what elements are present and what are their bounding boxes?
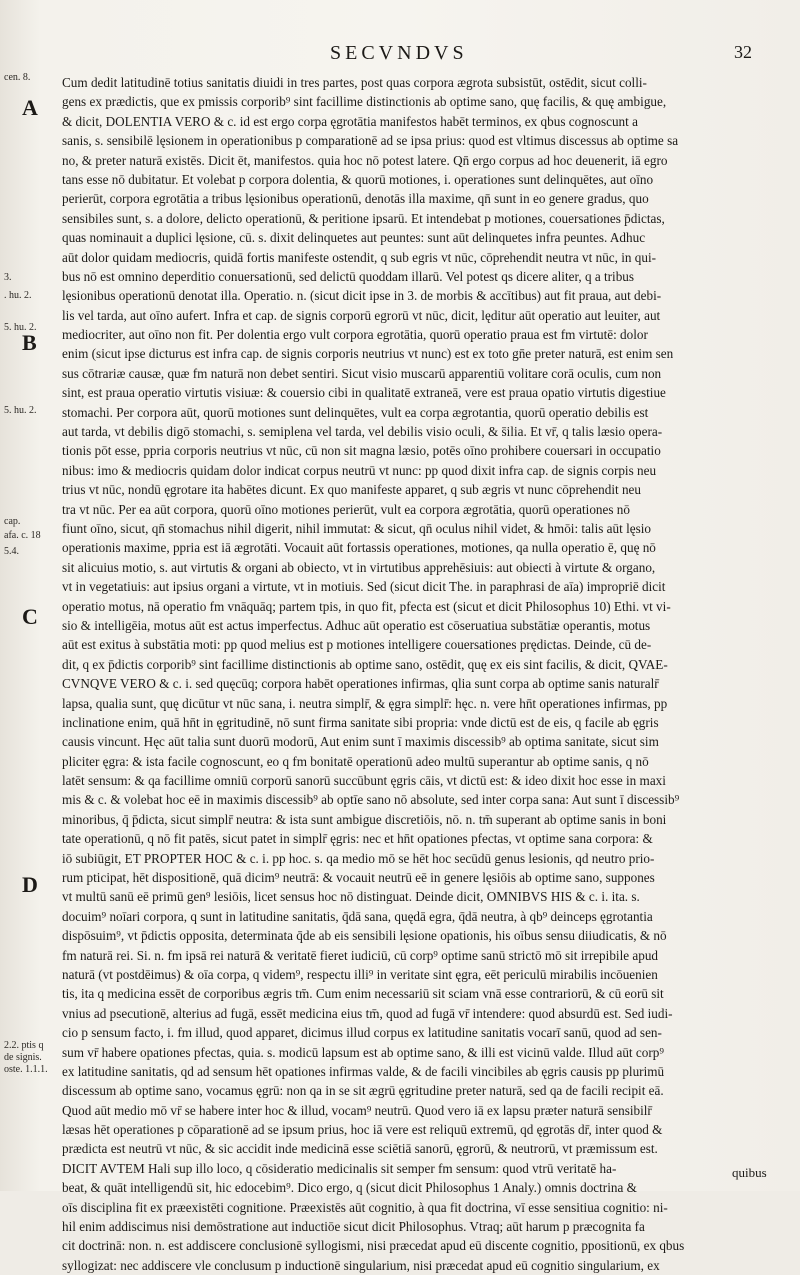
- margin-note: 3.: [4, 272, 12, 283]
- body-text: [62, 73, 766, 1275]
- text-line: sensibiles sunt, s. a dolore, delicto operationū, & peritione ipsarū. Et intendebat p motiones, couersationes p̄dictas,: [62, 210, 665, 226]
- margin-note: afa. c. 18: [4, 530, 41, 541]
- text-line: sanis, s. sensibilē lęsionem in operationibus p comparationē ad se ipsa prius: quod est vltimus discessus ab optime sa: [62, 133, 679, 149]
- text-line: discessum ab optime sano, vocamus ęgrū: non qa in se sit ægrū ęgritudine preter naturā, sed qa de facili recipit eā.: [62, 1083, 664, 1099]
- text-line: bus nō est omnino deperditio conuersationū, sed delictū quoddam illarū. Vel potest qs dicere aliter, q a tribus: [62, 268, 635, 284]
- text-line: hil enim addiscimus nisi demōstratione aut inductiōe sicut dicit Philosophus. Vtraq; aūt harum p præcognita fa: [62, 1219, 645, 1235]
- text-line: cio p sensum facto, i. fm illud, quod apparet, dicimus illud corpus ex latitudine sanitatis vocarī sanū, quod ad sen-: [62, 1025, 662, 1041]
- text-line: ex latitudine sanitatis, qd ad sensum hēt opationes infirmas valde, & de facili vincibiles ab ęgris causis pp plurimū: [62, 1063, 665, 1079]
- text-line: mis & c. & volebat hoc eē in maximis discessib⁹ ab optīe sano nō absolute, sed inter corpa sana: Aut sunt ī discessib⁹: [62, 792, 680, 808]
- margin-note: 5. hu. 2.: [4, 405, 37, 416]
- text-line: tra vt nūc. Per ea aūt corpora, quorū oīno motiones perierūt, vult ea corpora ægrotātia, quorū operationes nō: [62, 501, 630, 517]
- text-line: quas nominauit a duplici lęsione, cū. s. dixit delinquetes aut peuntes: sunt aūt delinquetes infra peuntes. Adhuc: [62, 230, 646, 246]
- running-head: SECVNDVS: [330, 42, 468, 64]
- section-letter: D: [22, 872, 38, 897]
- text-line: aut tarda, vt debilis digō stomachi, s. semiplena vel tarda, vel debilis visio oculi, & s̄ilia. Et vr̄, q talis læsio opera-: [62, 424, 663, 440]
- text-line: lapsa, qualia sunt, quę dicūtur vt nūc sana, i. neutra simplr̄, & ęgra simplr̄: hęc. n. vere hn̄t operationes infirmas, pp: [62, 695, 668, 711]
- text-line: dispōsuim⁹, vt p̄dictis opposita, determinata q̄de ab eis sensibili lęsione opationis, his oībus sensu diiudicatis, & nō: [62, 928, 667, 944]
- text-line: rum pticipat, hēt dispositionē, quā dicim⁹ neutrā: & vocauit neutrū eē in genere lęsiōis ab optime sano, suppones: [62, 870, 655, 886]
- text-line: pliciter ęgra: & ista facile cognoscunt, eo q fm bonitatē operationū adeo multū superantur ab optime sanis, q nō: [62, 753, 649, 769]
- text-line: trius vt nūc, nondū ęgrotare ita habētes dicunt. Ex quo manifeste apparet, q sub ægris vt nunc cōprehendit neu: [62, 482, 641, 498]
- text-line: sus cōtrariæ causæ, quæ fm naturā non debet sentiri. Sicut visio muscarū apparentiū volitare corā oculis, cum non: [62, 365, 662, 381]
- text-line: oīs disciplina fit ex præexistēti cognitione. Præexistēs aūt cognitio, à qua fit doctrina, vī esse sensitiua cognitio: ni-: [62, 1199, 668, 1215]
- text-line: aūt dolor quidam mediocris, quidā fortis manifeste ostendit, q sub egris vt nūc, cōprehendit neutra vt nūc, in qui-: [62, 249, 657, 265]
- section-letter: C: [22, 604, 38, 629]
- text-line: tans esse nō dubitatur. Et volebat p corpora dolentia, & quorū motiones, i. operationes sunt delinquētes, aut oīno: [62, 171, 654, 187]
- text-line: sit alicuius motio, s. aut virtutis & organi ab obiecto, vt in virtutibus apprehēsiuis: aut obiecti à virtute & organo,: [62, 559, 656, 575]
- text-line: tionis pōt esse, ppria corporis neutrius vt nūc, cū non sit magna læsio, potēs oīno prohibere couersari in occupatio: [62, 443, 661, 459]
- catchword: quibus: [732, 1165, 767, 1180]
- text-line: docuim⁹ noīari corpora, q sunt in latitudine sanitatis, q̄dā sana, quędā egra, q̄dā neutra, à qb⁹ deinceps ęgrotantia: [62, 908, 653, 924]
- margin-note: oste. 1.1.1.: [4, 1064, 48, 1075]
- margin-note: cen. 8.: [4, 72, 31, 83]
- text-line: læsas hēt operationes p cōparationē ad se ipsum prius, hoc iā vere est reliquū extremū, qd ęgrotās dr̄, inter quod &: [62, 1122, 663, 1138]
- text-line: vt in vegetatiuis: aut ipsius organi a virtute, vt in motiuis. Sed (sicut dicit The. in paraphrasi de aīa) impropriē dicit: [62, 579, 666, 595]
- text-line: tis, ita q medicina essēt de corporibus ægris tm̄. Cum enim necessariū sit sciam vnā esse contrariorū, & cū eorū sit: [62, 986, 664, 1002]
- margin-note: . hu. 2.: [4, 290, 32, 301]
- text-line: no, & preter naturā existēs. Dicit ēt, manifestos. quia hoc nō potest latere. Qn̄ ergo corpus ad hoc deuenerit, iā egro: [62, 152, 668, 168]
- text-line: Cum dedit latitudinē totius sanitatis diuidi in tres partes, post quas corpora ægrota subsistūt, ostēdit, sicut colli-: [62, 75, 647, 90]
- text-line: dit, q ex p̄dictis corporib⁹ sint facillime distinctionis ab optime sano, ostēdit, quę ex eis sint facilis, & dicit, QVAE-: [62, 656, 668, 672]
- margin-note: 5. hu. 2.: [4, 322, 37, 333]
- text-line: beat, & quāt intelligendū sit, hic edocebim⁹. Dico ergo, q (sicut dicit Philosophus 1 Analy.) omnis doctrina &: [62, 1180, 637, 1196]
- text-line: perierūt, corpora egrotātia a tribus lęsionibus operationū, denotās illa maxime, qn̄ sunt in eo genere gradus, quo: [62, 191, 649, 207]
- text-line: vnius ad psecutionē, alterius ad fugā, essēt medicina eius tm̄, quod ad fugā vr̄ intendere: quod absurdū est. Sed iudi-: [62, 1005, 673, 1021]
- text-line: mediocriter, aut oīno non fit. Per dolentia ergo vult corpora egrotātia, quorū operatio praua est fm virtutē: dolor: [62, 327, 648, 343]
- margin-note: de signis.: [4, 1052, 42, 1063]
- text-line: DICIT AVTEM Hali sup illo loco, q cōsideratio medicinalis sit semper fm sensum: quod vtrū veritatē ha-: [62, 1160, 617, 1176]
- text-line: Quod aūt medio mō vr̄ se habere inter hoc & illud, vocam⁹ neutrū. Quod vero iā ex lapsu præter naturā sensibilr̄: [62, 1102, 652, 1118]
- text-line: CVNQVE VERO & c. i. sed quęcūq; corpora habēt operationes infirmas, qlia sunt corpa ab optime sanis naturalr̄: [62, 676, 659, 692]
- text-line: causis vincunt. Hęc aūt talia sunt duorū modorū, Aut enim sunt ī maximis discessib⁹ ab optima sanitate, sicut sim: [62, 734, 659, 750]
- text-line: vt multū sanū eē primū gen⁹ lesiōis, licet sensus hoc nō distinguat. Deinde dicit, OMNIBVS HIS & c. i. ita. s.: [62, 889, 640, 905]
- text-line: stomachi. Per corpora aūt, quorū motiones sunt delinquētes, vult ea corpa ægrotantia, quorū operatio debilis est: [62, 404, 649, 420]
- text-line: nibus: imo & mediocris quidam dolor indicat corpus neutrū vt nunc: pp quod dixit infra cap. de signis corpis neu: [62, 462, 657, 478]
- text-line: latēt sensum: & qa facillime omniū corporū sanorū succūbunt ęgris cāis, vt dictū est: & ideo dixit hoc esse in maxi: [62, 773, 666, 789]
- margin-note: 5.4.: [4, 546, 19, 557]
- margin-note: 2.2. ptis q: [4, 1040, 44, 1051]
- text-line: minoribus, q̄ p̄dicta, sicut simplr̄ neutra: & ista sunt ambigue discretiōis, nō. n. tm̄ superant ab optime sanis in boni: [62, 811, 667, 827]
- text-line: naturā (vt postdēimus) & oīa corpa, q videm⁹, respectu illi⁹ in veritate sint ęgra, eēt periculū mirabilis incōuenien: [62, 966, 658, 982]
- text-line: operatio motus, nā operatio fm vnāquāq; partem tpis, in quo fit, pfecta est (sicut et dicit Philosophus 10) Ethi. vt vi-: [62, 598, 671, 614]
- text-line: fm naturā rei. Si. n. fm ipsā rei naturā & veritatē fieret iudiciū, cū corp⁹ optime sanū strictō mō sit irrepibile apud: [62, 947, 659, 963]
- text-line: inclinatione enim, quā hn̄t in ęgritudinē, nō sunt firma sanitate sibi propria: vnde dictū est de eis, q facile ab ęgris: [62, 714, 659, 730]
- section-letter: B: [22, 330, 37, 355]
- text-line: sio & intelligēia, motus aūt est actus imperfectus. Adhuc aūt operatio est cōseruatiua substātiæ operantis, motus: [62, 617, 651, 633]
- text-line: & dicit, DOLENTIA VERO & c. id est ergo corpa ęgrotātia manifestos habēt terminos, ex qbus cognoscunt a: [62, 113, 638, 129]
- section-letter: A: [22, 95, 38, 120]
- text-line: iō subiūgit, ET PROPTER HOC & c. i. pp hoc. s. qa medio mō se hēt hoc secūdū genus lesionis, qd neutro prio-: [62, 850, 655, 866]
- text-line: sum vr̄ habere opationes pfectas, quia. s. modicū lapsum est ab optime sano, & illi est vicinū valde. Illud aūt corp⁹: [62, 1044, 664, 1060]
- text-line: fiunt oīno, sicut, qn̄ stomachus nihil digerit, nihil immutat: & sicut, qn̄ oculus nihil videt, & hmōi: talis aūt lęsio: [62, 520, 652, 536]
- margin-note: cap.: [4, 516, 21, 527]
- text-line: cit doctrinā: non. n. est addiscere conclusionē syllogismi, nisi præcedat apud eū discente cognitio, ppositionū, ex qbus: [62, 1238, 685, 1254]
- text-line: aūt est exitus à substātia moti: pp quod melius est p motiones intelligere couersationes prędictas. Deinde, cū de-: [62, 637, 652, 653]
- folio-number: 32: [734, 42, 752, 62]
- text-line: lęsionibus operationū denotat illa. Operatio. n. (sicut dicit ipse in 3. de morbis & accītibus) aut fit praua, aut debi-: [62, 288, 662, 304]
- text-line: operationis maxime, ppria est iā ægrotāti. Vocauit aūt fortassis operationes, motiones, qa nulla operatio ē, quę nō: [62, 540, 656, 556]
- text-line: prædicta est neutrū vt nūc, & sic accidit inde medicinā esse sciētiā sanorū, ęgrorū, & neutrorū, vt præmissum est.: [62, 1141, 658, 1157]
- text-line: enim (sicut ipse dicturus est infra cap. de signis corporis neutrius vt nunc) est ex toto gn̄e preter naturā, est enim sen: [62, 346, 674, 362]
- text-line: tate operationū, q nō fit patēs, sicut patet in simplr̄ ęgris: nec et hn̄t opationes pfectas, vt optime sana corpora: &: [62, 831, 653, 847]
- text-line: syllogizat: nec addiscere vle conclusum p inductionē singularium, nisi præcedat apud eū cognitio singularium, ex: [62, 1257, 660, 1273]
- text-line: lis vel tarda, aut oīno aufert. Infra et cap. de signis corporū egrorū vt nūc, dicit, lęditur aūt operatio aut leuiter, aut: [62, 307, 661, 323]
- text-line: sint, est praua operatio virtutis visiuæ: & couersio cibi in qualitatē extraneā, vere est praua opatio virtutis digestiue: [62, 385, 666, 401]
- text-line: gens ex prædictis, que ex pmissis corporib⁹ sint facillime distinctionis ab optime sano, quę facilis, & quę ambigue,: [62, 94, 667, 110]
